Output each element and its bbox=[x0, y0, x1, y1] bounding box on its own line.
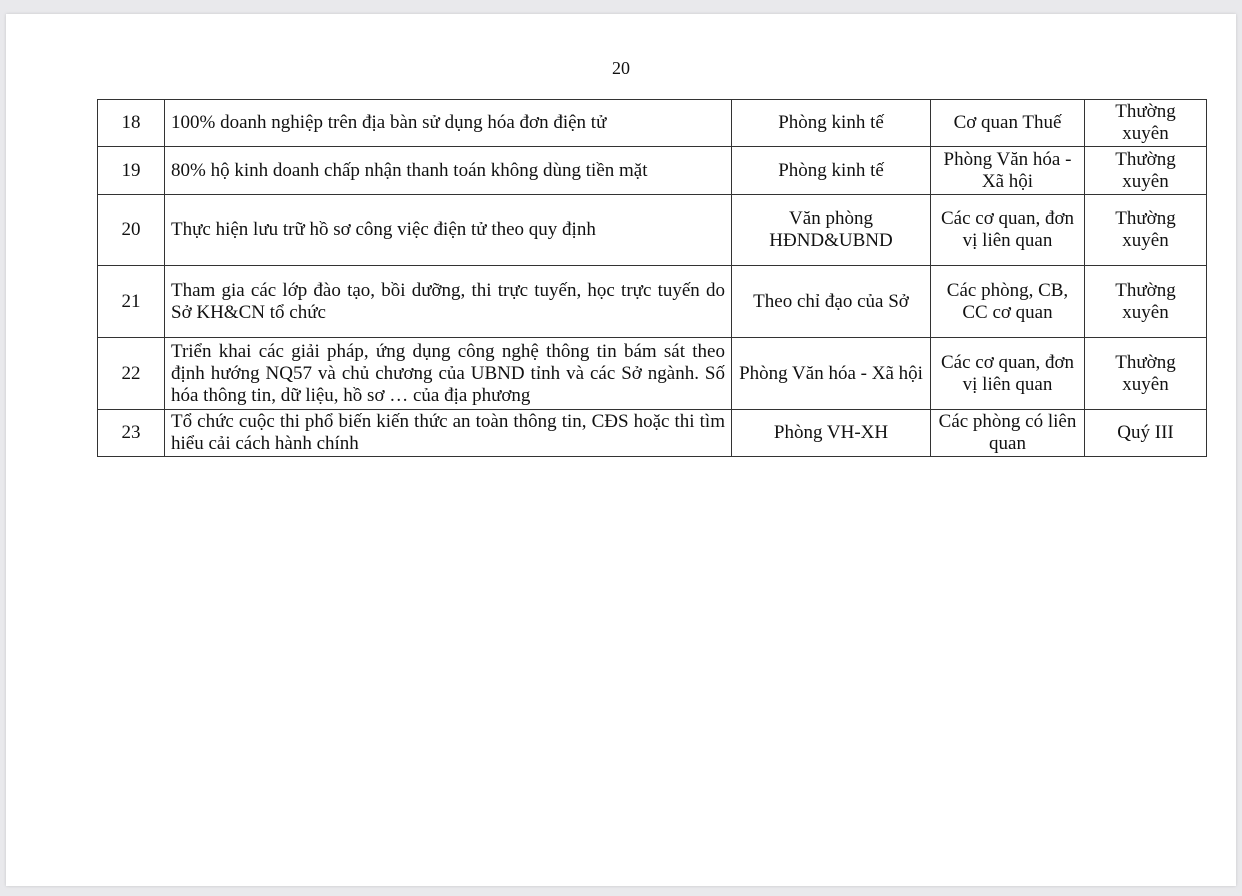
row-number: 21 bbox=[98, 266, 165, 338]
timeframe-cell: Thường xuyên bbox=[1085, 100, 1207, 147]
task-cell bbox=[165, 195, 732, 266]
task-text: Tham gia các lớp đào tạo, bồi dưỡng, thi trực tuyến, học trực tuyến do Sở KH&CN tổ chức bbox=[171, 279, 725, 323]
coordinating-unit-cell: Các phòng, CB, CC cơ quan bbox=[931, 266, 1085, 338]
task-cell bbox=[165, 147, 732, 195]
timeframe-cell: Thường xuyên bbox=[1085, 195, 1207, 266]
lead-unit-cell: Văn phòng HĐND&UBND bbox=[732, 195, 931, 266]
table-row bbox=[98, 147, 1207, 195]
table-row bbox=[98, 100, 1207, 147]
row-number: 18 bbox=[98, 100, 165, 147]
task-text: Tổ chức cuộc thi phổ biến kiến thức an toàn thông tin, CĐS hoặc thi tìm hiểu cải cách hành chính bbox=[171, 411, 725, 454]
table-row bbox=[98, 410, 1207, 457]
table-row bbox=[98, 338, 1207, 410]
task-text: 100% doanh nghiệp trên địa bàn sử dụng hóa đơn điện tử bbox=[171, 112, 607, 133]
timeframe-cell: Thường xuyên bbox=[1085, 338, 1207, 410]
row-number: 20 bbox=[98, 195, 165, 266]
row-number: 19 bbox=[98, 147, 165, 195]
lead-unit-cell: Phòng kinh tế bbox=[732, 100, 931, 147]
task-table bbox=[97, 99, 1207, 457]
coordinating-unit-cell: Các cơ quan, đơn vị liên quan bbox=[931, 338, 1085, 410]
coordinating-unit-cell: Các cơ quan, đơn vị liên quan bbox=[931, 195, 1085, 266]
table-row bbox=[98, 266, 1207, 338]
coordinating-unit-cell: Các phòng có liên quan bbox=[931, 410, 1085, 457]
timeframe-cell: Thường xuyên bbox=[1085, 147, 1207, 195]
page-number: 20 bbox=[612, 58, 630, 78]
task-text: Triển khai các giải pháp, ứng dụng công nghệ thông tin bám sát theo định hướng NQ57 và chủ chương của UBND tỉnh và các Sở ngành. Số hóa thông tin, dữ liệu, hồ sơ … của địa phương bbox=[171, 340, 725, 406]
task-cell bbox=[165, 338, 732, 410]
task-cell bbox=[165, 266, 732, 338]
table-row bbox=[98, 195, 1207, 266]
task-cell bbox=[165, 410, 732, 457]
timeframe-cell: Quý III bbox=[1085, 410, 1207, 457]
document-page bbox=[6, 14, 1236, 886]
coordinating-unit-cell: Cơ quan Thuế bbox=[931, 100, 1085, 147]
row-number: 23 bbox=[98, 410, 165, 457]
lead-unit-cell: Theo chỉ đạo của Sở bbox=[732, 266, 931, 338]
task-text: Thực hiện lưu trữ hồ sơ công việc điện tử theo quy định bbox=[171, 219, 596, 240]
task-cell bbox=[165, 100, 732, 147]
lead-unit-cell: Phòng kinh tế bbox=[732, 147, 931, 195]
row-number: 22 bbox=[98, 338, 165, 410]
lead-unit-cell: Phòng VH-XH bbox=[732, 410, 931, 457]
lead-unit-cell: Phòng Văn hóa - Xã hội bbox=[732, 338, 931, 410]
coordinating-unit-cell: Phòng Văn hóa - Xã hội bbox=[931, 147, 1085, 195]
task-text: 80% hộ kinh doanh chấp nhận thanh toán không dùng tiền mặt bbox=[171, 159, 648, 181]
timeframe-cell: Thường xuyên bbox=[1085, 266, 1207, 338]
